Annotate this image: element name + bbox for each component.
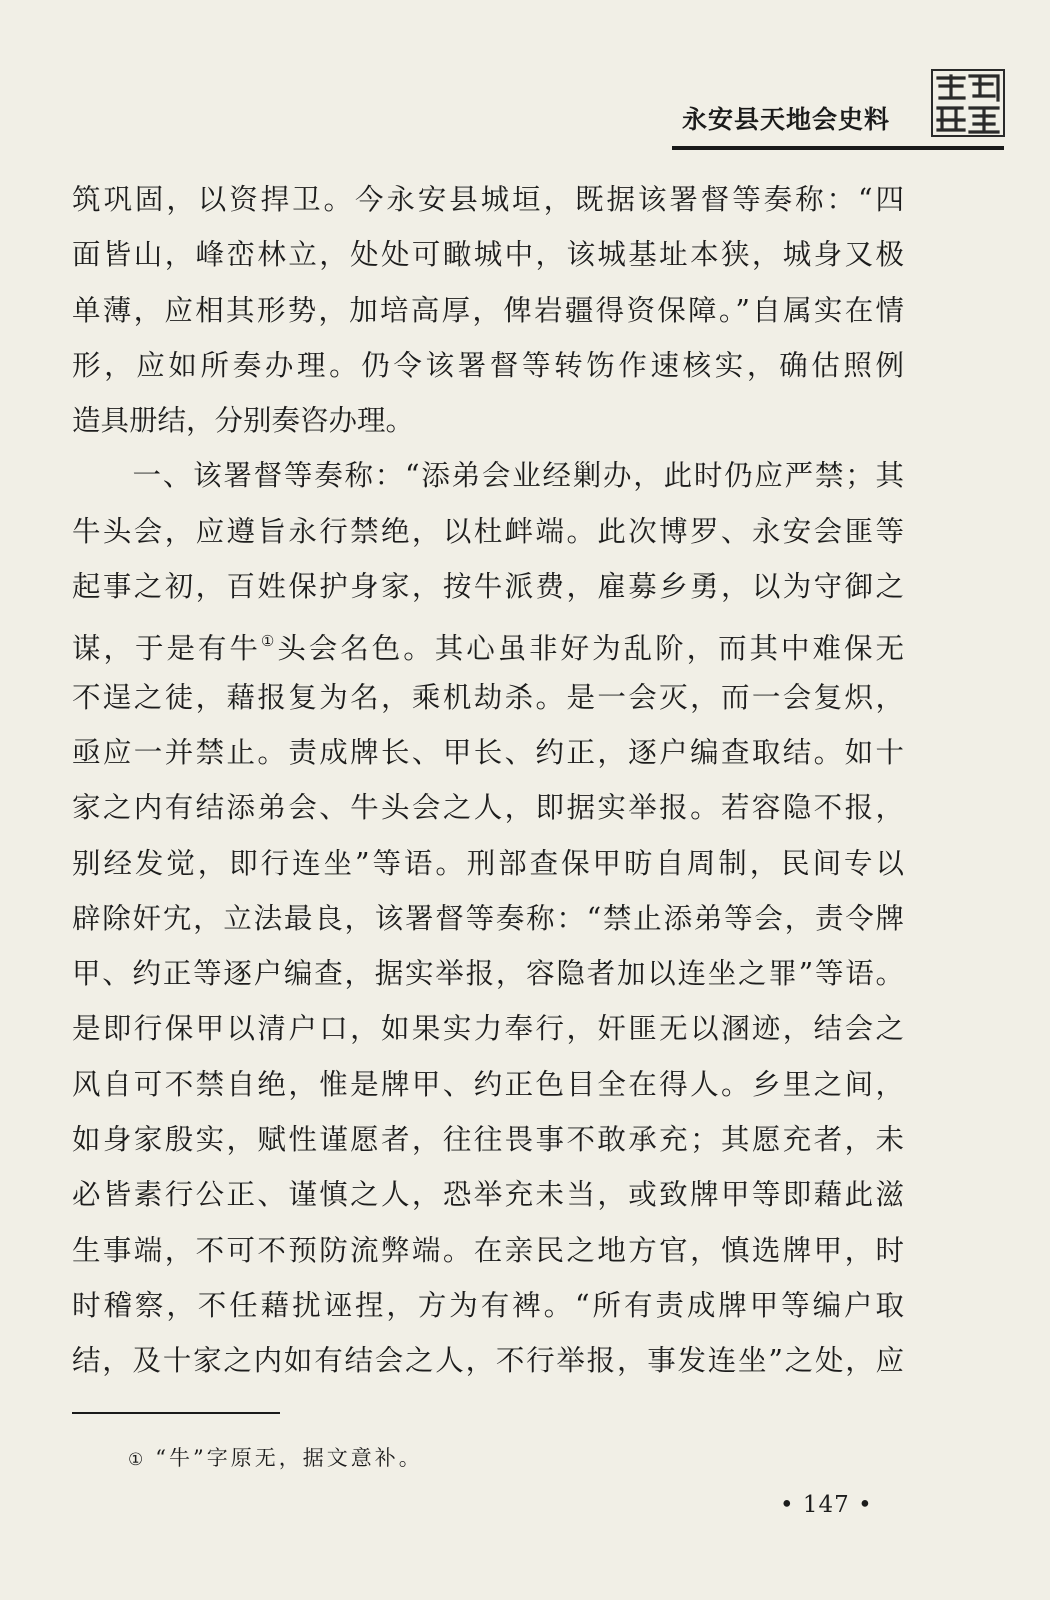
text-line: 起事之初，百姓保护身家，按牛派费，雇募乡勇，以为守御之: [72, 570, 904, 604]
text-line-with-note: [72, 614, 904, 669]
text-line: 是即行保甲以清户口，如果实力奉行，奸匪无以溷迹，结会之: [72, 1012, 904, 1046]
body-text: [72, 172, 904, 1389]
text-line: 不逞之徒，藉报复为名，乘机劫杀。是一会灭，而一会复炽，: [72, 680, 904, 714]
text-line: 结，及十家之内如有结会之人，不行举报，事发连坐”之处，应: [72, 1344, 904, 1378]
text-line: 筑巩固，以资捍卫。今永安县城垣，既据该署督等奏称：“四: [72, 183, 904, 216]
footnote-marker: ①: [128, 1450, 144, 1470]
footnote-rule: [72, 1412, 280, 1414]
text-line: 如身家殷实，赋性谨愿者，往往畏事不敢承充；其愿充者，未: [72, 1123, 904, 1157]
footnote-reference[interactable]: ①: [260, 632, 278, 651]
text-segment: 头会名色。其心虽非好为乱阶，而其中难保无: [277, 632, 904, 666]
page-number: • 147 •: [780, 1492, 873, 1518]
text-line: 必皆素行公正、谨慎之人，恐举充未当，或致牌甲等即藉此滋: [72, 1178, 904, 1212]
text-line: 形，应如所奏办理。仍令该署督等转饬作速核实，确估照例: [72, 348, 904, 382]
header-rule: [672, 146, 1004, 150]
text-line: 甲、约正等逐户编查，据实举报，容隐者加以连坐之罪”等语。: [72, 957, 904, 991]
text-line: 亟应一并禁止。责成牌长、甲长、约正，逐户编查取结。如十: [72, 735, 904, 769]
text-line: 造具册结，分别奏咨办理。: [72, 404, 415, 438]
text-line: 一、该署督等奏称：“添弟会业经剿办，此时仍应严禁；其: [72, 459, 904, 493]
text-line: 家之内有结添弟会、牛头会之人，即据实举报。若容隐不报，: [72, 791, 904, 825]
text-line: 面皆山，峰峦林立，处处可瞰城中，该城基址本狭，城身又极: [72, 238, 904, 272]
running-header-title: 永安县天地会史料: [681, 105, 890, 134]
text-line: 辟除奸宄，立法最良，该署督等奏称：“禁止添弟等会，责令牌: [72, 901, 904, 935]
text-line: 牛头会，应遵旨永行禁绝，以杜衅端。此次博罗、永安会匪等: [72, 514, 904, 548]
text-line: 生事端，不可不预防流弊端。在亲民之地方官，慎选牌甲，时: [72, 1233, 904, 1267]
text-line: 别经发觉，即行连坐”等语。刑部查保甲昉自周制，民间专以: [72, 846, 904, 880]
text-segment: 谋，于是有牛: [72, 632, 261, 666]
text-line: 单薄，应相其形势，加培高厚，俾岩疆得资保障。”自属实在情: [72, 293, 904, 327]
footnote-text: “牛”字原无，据文意补。: [155, 1446, 423, 1470]
footnote: [128, 1442, 423, 1472]
seal-icon: [930, 66, 1006, 140]
text-line: 时稽察，不任藉扰诬捏，方为有裨。“所有责成牌甲等编户取: [72, 1288, 904, 1322]
text-line: 风自可不禁自绝，惟是牌甲、约正色目全在得人。乡里之间，: [72, 1067, 904, 1101]
